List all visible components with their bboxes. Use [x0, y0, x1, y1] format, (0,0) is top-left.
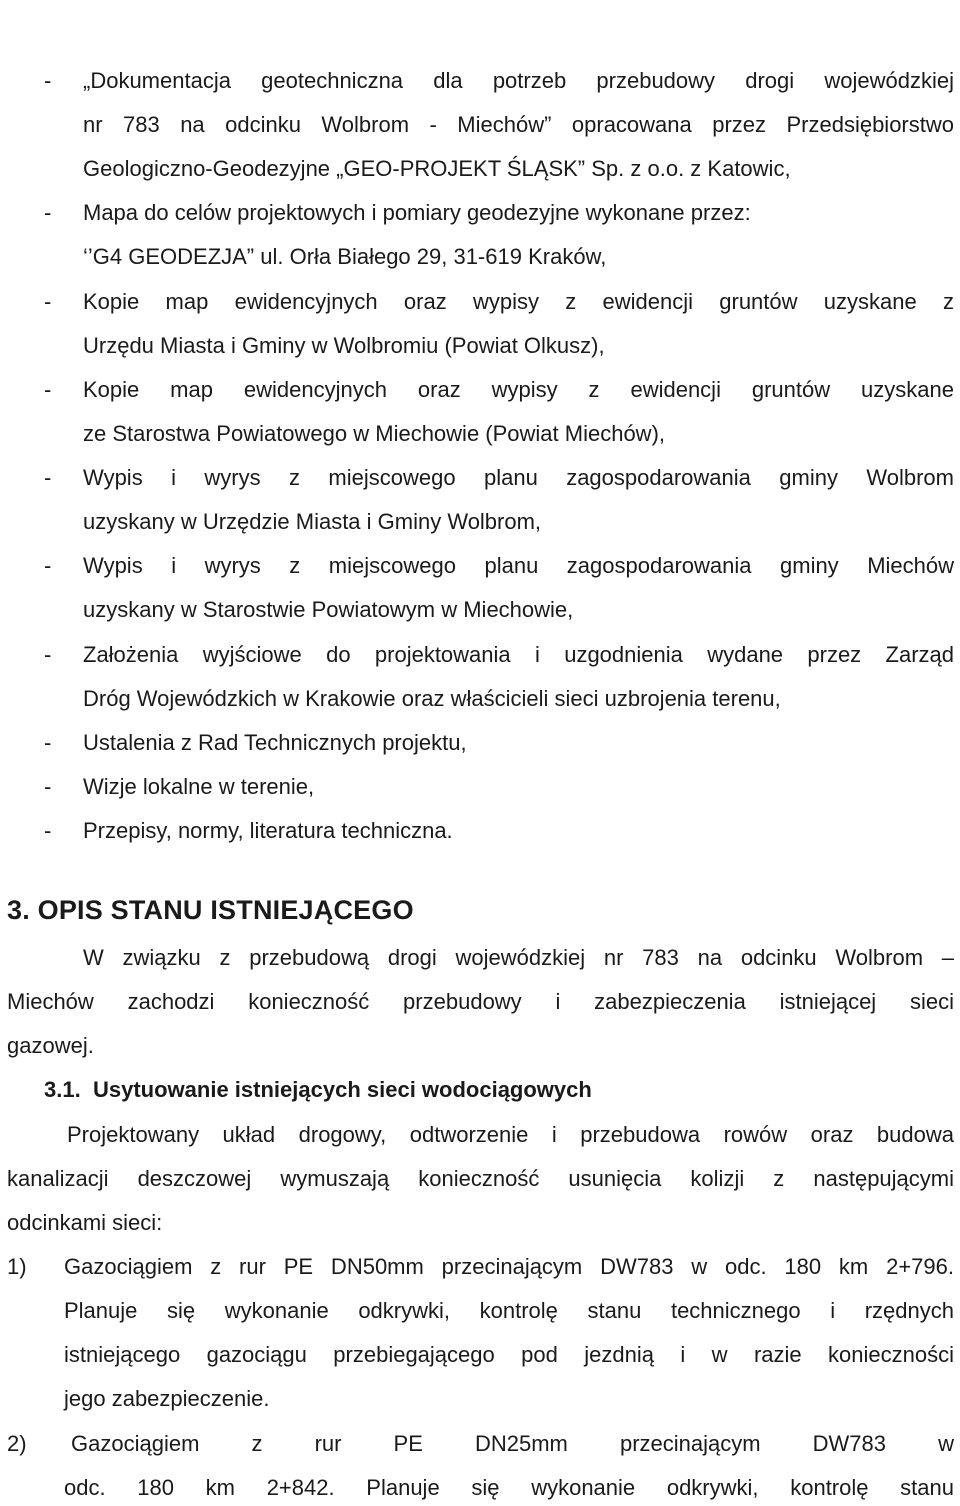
item-text: Gazociągiem z rur PE DN25mm przecinającym DW783 w: [71, 1431, 954, 1456]
list-item-text: Kopie map ewidencyjnych oraz wypisy z ewidencji gruntów uzyskane: [83, 377, 954, 402]
item-text: Planuje się wykonanie odkrywki, kontrolę stanu technicznego i rzędnych: [64, 1298, 954, 1323]
numbered-item: [0, 1429, 960, 1459]
numbered-item-continuation: [0, 1340, 960, 1370]
paragraph-line: kanalizacji deszczowej wymuszają konieczność usunięcia kolizji z następującymi: [7, 1166, 954, 1191]
list-item-continuation: [0, 154, 960, 184]
paragraph-line: odcinkami sieci:: [7, 1210, 163, 1235]
list-dash: -: [44, 289, 52, 314]
list-dash: -: [44, 200, 52, 225]
list-item-text: Mapa do celów projektowych i pomiary geodezyjne wykonane przez:: [83, 200, 751, 225]
list-dash: -: [44, 818, 52, 843]
list-item: [0, 728, 960, 758]
list-item-text: ‘’G4 GEODEZJA” ul. Orła Białego 29, 31-619 Kraków,: [83, 244, 607, 269]
list-item-text: Wypis i wyrys z miejscowego planu zagospodarowania gminy Miechów: [83, 553, 954, 578]
numbered-item: [0, 1252, 960, 1282]
list-dash: -: [44, 730, 52, 755]
list-item-text: Urzędu Miasta i Gminy w Wolbromiu (Powiat Olkusz),: [83, 333, 605, 358]
list-item: [0, 772, 960, 802]
item-number: 2): [7, 1431, 27, 1456]
list-item-text: ze Starostwa Powiatowego w Miechowie (Powiat Miechów),: [83, 421, 666, 446]
list-item: [0, 375, 960, 405]
item-number: 1): [7, 1254, 27, 1279]
list-dash: -: [44, 465, 52, 490]
list-item-text: Kopie map ewidencyjnych oraz wypisy z ewidencji gruntów uzyskane z: [83, 289, 954, 314]
item-text: Gazociągiem z rur PE DN50mm przecinającym DW783 w odc. 180 km 2+796.: [64, 1254, 954, 1279]
list-dash: -: [44, 642, 52, 667]
list-item: [0, 816, 960, 846]
list-item-continuation: [0, 419, 960, 449]
list-item-continuation: [0, 110, 960, 140]
numbered-item-continuation: [0, 1296, 960, 1326]
numbered-item-continuation: [0, 1384, 960, 1414]
list-item-text: uzyskany w Urzędzie Miasta i Gminy Wolbrom,: [83, 509, 542, 534]
list-item: [0, 198, 960, 228]
list-item-continuation: [0, 595, 960, 625]
paragraph-line: W związku z przebudową drogi wojewódzkiej nr 783 na odcinku Wolbrom –: [83, 945, 954, 970]
subsection-heading: [0, 1075, 960, 1105]
list-dash: -: [44, 774, 52, 799]
paragraph-line: Miechów zachodzi konieczność przebudowy i zabezpieczenia istniejącej sieci: [7, 989, 954, 1014]
list-dash: -: [44, 553, 52, 578]
subsection-title: Usytuowanie istniejących sieci wodociągowych: [93, 1077, 592, 1102]
list-item-text: Dróg Wojewódzkich w Krakowie oraz właścicieli sieci uzbrojenia terenu,: [83, 686, 781, 711]
section-heading-row: [0, 892, 960, 928]
list-item-text: Geologiczno-Geodezyjne „GEO-PROJEKT ŚLĄSK” Sp. z o.o. z Katowic,: [83, 156, 791, 181]
list-item-text: Założenia wyjściowe do projektowania i uzgodnienia wydane przez Zarząd: [83, 642, 954, 667]
numbered-item-continuation: [0, 1473, 960, 1503]
paragraph-line: Projektowany układ drogowy, odtworzenie i przebudowa rowów oraz budowa: [67, 1122, 954, 1147]
list-item-continuation: [0, 684, 960, 714]
subsection-number: 3.1.: [44, 1077, 81, 1102]
list-item-text: nr 783 na odcinku Wolbrom - Miechów” opracowana przez Przedsiębiorstwo: [83, 112, 954, 137]
list-item-text: Ustalenia z Rad Technicznych projektu,: [83, 730, 467, 755]
list-item-continuation: [0, 331, 960, 361]
list-dash: -: [44, 377, 52, 402]
item-text: istniejącego gazociągu przebiegającego pod jezdnią i w razie konieczności: [64, 1342, 954, 1367]
paragraph-line: gazowej.: [7, 1033, 94, 1058]
item-text: jego zabezpieczenie.: [64, 1386, 270, 1411]
list-item: [0, 551, 960, 581]
list-item-text: Przepisy, normy, literatura techniczna.: [83, 818, 453, 843]
list-item-continuation: [0, 242, 960, 272]
list-item-text: „Dokumentacja geotechniczna dla potrzeb przebudowy drogi wojewódzkiej: [83, 68, 954, 93]
list-item: [0, 463, 960, 493]
list-item: [0, 640, 960, 670]
list-item: [0, 287, 960, 317]
list-item: [0, 66, 960, 96]
list-item-text: Wizje lokalne w terenie,: [83, 774, 315, 799]
list-item-continuation: [0, 507, 960, 537]
section-heading: 3. OPIS STANU ISTNIEJĄCEGO: [7, 895, 414, 925]
item-text: odc. 180 km 2+842. Planuje się wykonanie odkrywki, kontrolę stanu: [64, 1475, 954, 1500]
list-dash: -: [44, 68, 52, 93]
list-item-text: uzyskany w Starostwie Powiatowym w Miechowie,: [83, 597, 574, 622]
list-item-text: Wypis i wyrys z miejscowego planu zagospodarowania gminy Wolbrom: [83, 465, 954, 490]
